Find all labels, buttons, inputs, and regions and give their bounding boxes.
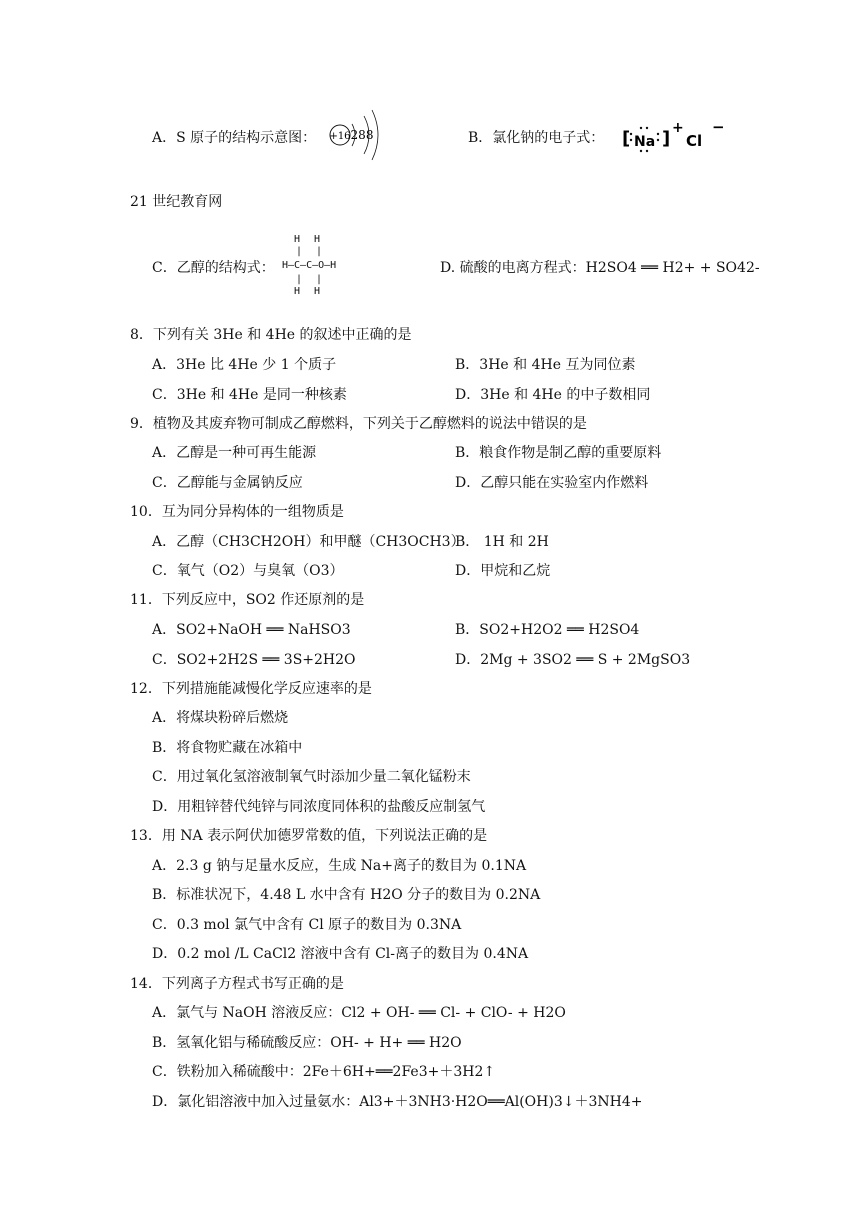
q7-option-d-label: D. 硫酸的电离方程式： bbox=[440, 260, 586, 276]
q7-option-d bbox=[440, 258, 760, 278]
nacl-na-label: Na bbox=[634, 134, 656, 150]
q9-option-d: D．乙醇只能在实验室内作燃料 bbox=[455, 475, 649, 491]
sulfuric-acid-ionization-equation: H2SO4 ══ H2+ + SO42- bbox=[585, 260, 760, 276]
q14-option-d: D．氯化铝溶液中加入过量氨水：Al3+＋3NH3·H2O══Al(OH)3↓＋3NH4+ bbox=[152, 1094, 643, 1110]
q11-option-d: D．2Mg + 3SO2 ══ S + 2MgSO3 bbox=[455, 652, 691, 668]
q14-option-b: B．氢氧化铝与稀硫酸反应：OH- + H+ ══ H2O bbox=[152, 1035, 462, 1051]
q12-option-d: D．用粗锌替代纯锌与同浓度同体积的盐酸反应制氢气 bbox=[152, 799, 486, 815]
q12-stem: 12．下列措施能减慢化学反应速率的是 bbox=[130, 681, 372, 697]
svg-text:+: + bbox=[672, 120, 684, 136]
q11-option-a: A．SO2+NaOH ══ NaHSO3 bbox=[152, 622, 351, 638]
q14-option-a: A．氯气与 NaOH 溶液反应：Cl2 + OH- ══ Cl- + ClO- + H2O bbox=[152, 1005, 566, 1021]
atom-shells-label: 288 bbox=[350, 128, 374, 142]
ethanol-structural-formula: H H | | H—C—C—O—H | | H H bbox=[282, 234, 337, 297]
q10-stem: 10．互为同分异构体的一组物质是 bbox=[130, 504, 344, 520]
q9-option-a: A．乙醇是一种可再生能源 bbox=[152, 445, 317, 461]
q8-option-d: D．3He 和 4He 的中子数相同 bbox=[455, 387, 651, 403]
q10-option-d: D．甲烷和乙烷 bbox=[455, 563, 551, 579]
q12-option-a: A．将煤块粉碎后燃烧 bbox=[152, 710, 289, 726]
q9-option-b: B．粮食作物是制乙醇的重要原料 bbox=[455, 445, 662, 461]
q8-option-c: C．3He 和 4He 是同一种核素 bbox=[152, 387, 347, 403]
q13-option-b: B．标准状况下，4.48 L 水中含有 H2O 分子的数目为 0.2NA bbox=[152, 887, 541, 903]
q11-option-c: C．SO2+2H2S ══ 3S+2H2O bbox=[152, 652, 356, 668]
atom-nucleus-label: +16 bbox=[329, 131, 351, 142]
q7-option-a-label: A．S 原子的结构示意图： bbox=[152, 130, 317, 146]
svg-text:[: [ bbox=[622, 128, 631, 149]
q8-option-a: A．3He 比 4He 少 1 个质子 bbox=[152, 357, 337, 373]
q13-option-c: C．0.3 mol 氯气中含有 Cl 原子的数目为 0.3NA bbox=[152, 917, 462, 933]
svg-text:−: − bbox=[712, 120, 725, 136]
q13-stem: 13．用 NA 表示阿伏加德罗常数的值，下列说法正确的是 bbox=[130, 828, 488, 844]
q12-option-c: C．用过氧化氢溶液制氧气时添加少量二氧化锰粉末 bbox=[152, 769, 471, 785]
q7-option-b-label: B．氯化钠的电子式： bbox=[468, 130, 605, 146]
q10-option-b: B． 1H 和 2H bbox=[455, 534, 549, 550]
svg-text:]: ] bbox=[662, 128, 671, 149]
q9-option-c: C．乙醇能与金属钠反应 bbox=[152, 475, 303, 491]
nacl-cl-label: Cl bbox=[686, 132, 703, 150]
sulfur-atom-structure-diagram bbox=[328, 104, 384, 164]
q9-stem: 9．植物及其废弃物可制成乙醇燃料，下列关于乙醇燃料的说法中错误的是 bbox=[130, 416, 587, 432]
q13-option-a: A．2.3 g 钠与足量水反应，生成 Na+离子的数目为 0.1NA bbox=[152, 858, 527, 874]
q12-option-b: B．将食物贮藏在冰箱中 bbox=[152, 740, 303, 756]
q8-option-b: B．3He 和 4He 互为同位素 bbox=[455, 357, 636, 373]
q7-option-c-label: C．乙醇的结构式： bbox=[152, 260, 275, 276]
q13-option-d: D．0.2 mol /L CaCl2 溶液中含有 Cl-离子的数目为 0.4NA bbox=[152, 946, 529, 962]
q14-stem: 14．下列离子方程式书写正确的是 bbox=[130, 976, 344, 992]
q8-stem: 8．下列有关 3He 和 4He 的叙述中正确的是 bbox=[130, 327, 412, 343]
q11-option-b: B．SO2+H2O2 ══ H2SO4 bbox=[455, 622, 640, 638]
q14-option-c: C．铁粉加入稀硫酸中：2Fe＋6H+══2Fe3+＋3H2↑ bbox=[152, 1064, 496, 1080]
watermark-text: 21 世纪教育网 bbox=[130, 194, 223, 210]
sodium-chloride-electron-formula bbox=[622, 120, 726, 154]
q10-option-a: A．乙醇（CH3CH2OH）和甲醚（CH3OCH3） bbox=[152, 534, 465, 550]
q11-stem: 11．下列反应中，SO2 作还原剂的是 bbox=[130, 592, 365, 608]
q10-option-c: C．氧气（O2）与臭氧（O3） bbox=[152, 563, 344, 579]
